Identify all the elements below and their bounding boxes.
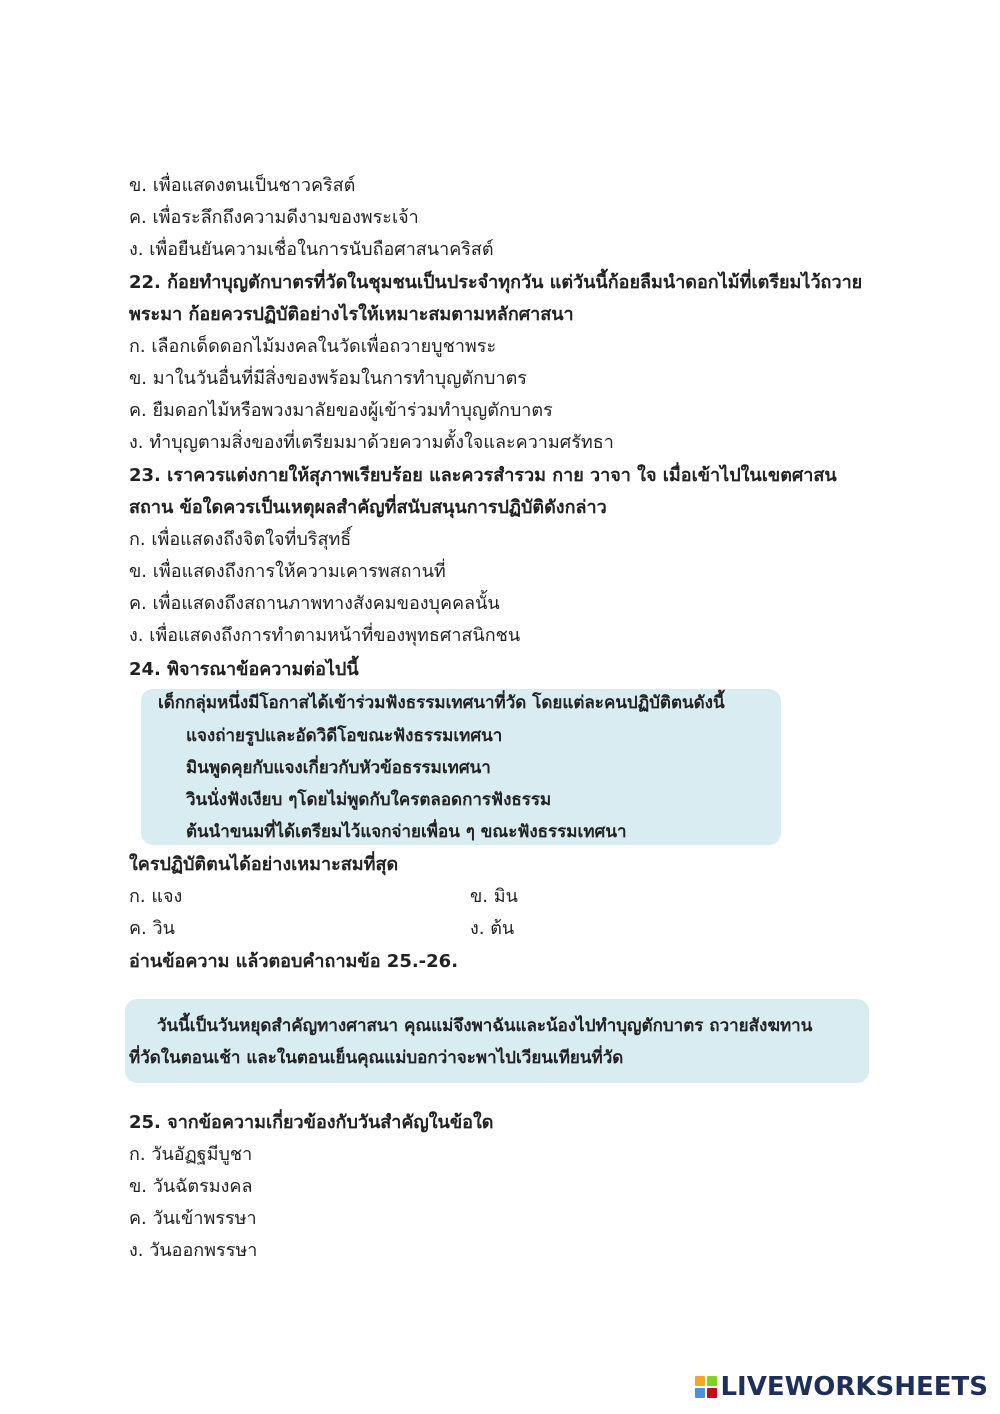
q24-box-item: ต้นนำขนมที่ได้เตรียมไว้แจกจ่ายเพื่อน ๆ ขณะฟังธรรมเทศนา: [186, 822, 627, 842]
q21-option-d: ง. เพื่อยืนยันความเชื่อในการนับถือศาสนาคริสต์: [129, 239, 494, 260]
q22-question-line1: 22. ก้อยทำบุญตักบาตรที่วัดในชุมชนเป็นประจำทุกวัน แต่วันนี้ก้อยลืมนำดอกไม้ที่เตรียมไว้ถวาย: [129, 272, 863, 293]
q22-option-d: ง. ทำบุญตามสิ่งของที่เตรียมมาด้วยความตั้งใจและความศรัทธา: [129, 432, 614, 453]
passage-instruction: อ่านข้อความ แล้วตอบคำถามข้อ 25.-26.: [129, 951, 459, 972]
logo-icon-square: [695, 1388, 705, 1398]
q23-question-line2: สถาน ข้อใดควรเป็นเหตุผลสำคัญที่สนับสนุนการปฏิบัติดังกล่าว: [129, 497, 607, 518]
q21-option-c: ค. เพื่อระลึกถึงความดีงามของพระเจ้า: [129, 207, 419, 228]
liveworksheets-logo-icon: [695, 1376, 717, 1398]
passage-line2: ที่วัดในตอนเช้า และในตอนเย็นคุณแม่บอกว่าจะพาไปเวียนเทียนที่วัด: [129, 1048, 624, 1068]
logo-icon-square: [707, 1376, 717, 1386]
q22-option-c: ค. ยืมดอกไม้หรือพวงมาลัยของผู้เข้าร่วมทำบุญตักบาตร: [129, 400, 553, 421]
q23-option-b: ข. เพื่อแสดงถึงการให้ความเคารพสถานที่: [129, 561, 446, 582]
q23-option-c: ค. เพื่อแสดงถึงสถานภาพทางสังคมของบุคคลนั้น: [129, 593, 500, 614]
logo-icon-square: [695, 1376, 705, 1386]
q24-option-d: ง. ต้น: [470, 918, 515, 939]
q24-option-b: ข. มิน: [470, 886, 518, 907]
q22-question-line2: พระมา ก้อยควรปฏิบัติอย่างไรให้เหมาะสมตามหลักศาสนา: [129, 304, 574, 325]
q24-option-a: ก. แจง: [129, 886, 183, 907]
q21-option-b: ข. เพื่อแสดงตนเป็นชาวคริสต์: [129, 175, 356, 196]
passage-line1: วันนี้เป็นวันหยุดสำคัญทางศาสนา คุณแม่จึงพาฉันและน้องไปทำบุญตักบาตร ถวายสังฆทาน: [157, 1016, 813, 1036]
logo-icon-square: [707, 1388, 717, 1398]
q24-question: ใครปฏิบัติตนได้อย่างเหมาะสมที่สุด: [129, 854, 399, 875]
q25-option-a: ก. วันอัฏฐมีบูชา: [129, 1144, 253, 1165]
q22-option-b: ข. มาในวันอื่นที่มีสิ่งของพร้อมในการทำบุญตักบาตร: [129, 368, 527, 389]
liveworksheets-logo: [695, 1372, 988, 1402]
q24-box-item: แจงถ่ายรูปและอัดวิดีโอขณะฟังธรรมเทศนา: [186, 726, 503, 746]
q23-question-line1: 23. เราควรแต่งกายให้สุภาพเรียบร้อย และควรสำรวม กาย วาจา ใจ เมื่อเข้าไปในเขตศาสน: [129, 465, 837, 486]
logo-text: LIVEWORKSHEETS: [720, 1372, 988, 1402]
q23-option-a: ก. เพื่อแสดงถึงจิตใจที่บริสุทธิ์: [129, 529, 352, 550]
q24-box-item: วินนั่งฟังเงียบ ๆโดยไม่พูดกับใครตลอดการฟังธรรม: [186, 790, 552, 810]
q24-question-title: 24. พิจารณาข้อความต่อไปนี้: [129, 659, 359, 680]
q25-option-d: ง. วันออกพรรษา: [129, 1240, 258, 1261]
q23-option-d: ง. เพื่อแสดงถึงการทำตามหน้าที่ของพุทธศาสนิกชน: [129, 625, 521, 646]
q24-box-intro: เด็กกลุ่มหนึ่งมีโอกาสได้เข้าร่วมฟังธรรมเทศนาที่วัด โดยแต่ละคนปฏิบัติตนดังนี้: [158, 693, 725, 713]
q24-box-item: มินพูดคุยกับแจงเกี่ยวกับหัวข้อธรรมเทศนา: [186, 758, 491, 778]
q24-option-c: ค. วิน: [129, 918, 175, 939]
q22-option-a: ก. เลือกเด็ดดอกไม้มงคลในวัดเพื่อถวายบูชาพระ: [129, 336, 497, 357]
q25-question-title: 25. จากข้อความเกี่ยวข้องกับวันสำคัญในข้อใด: [129, 1112, 494, 1133]
q25-option-b: ข. วันฉัตรมงคล: [129, 1176, 253, 1197]
q25-option-c: ค. วันเข้าพรรษา: [129, 1208, 257, 1229]
